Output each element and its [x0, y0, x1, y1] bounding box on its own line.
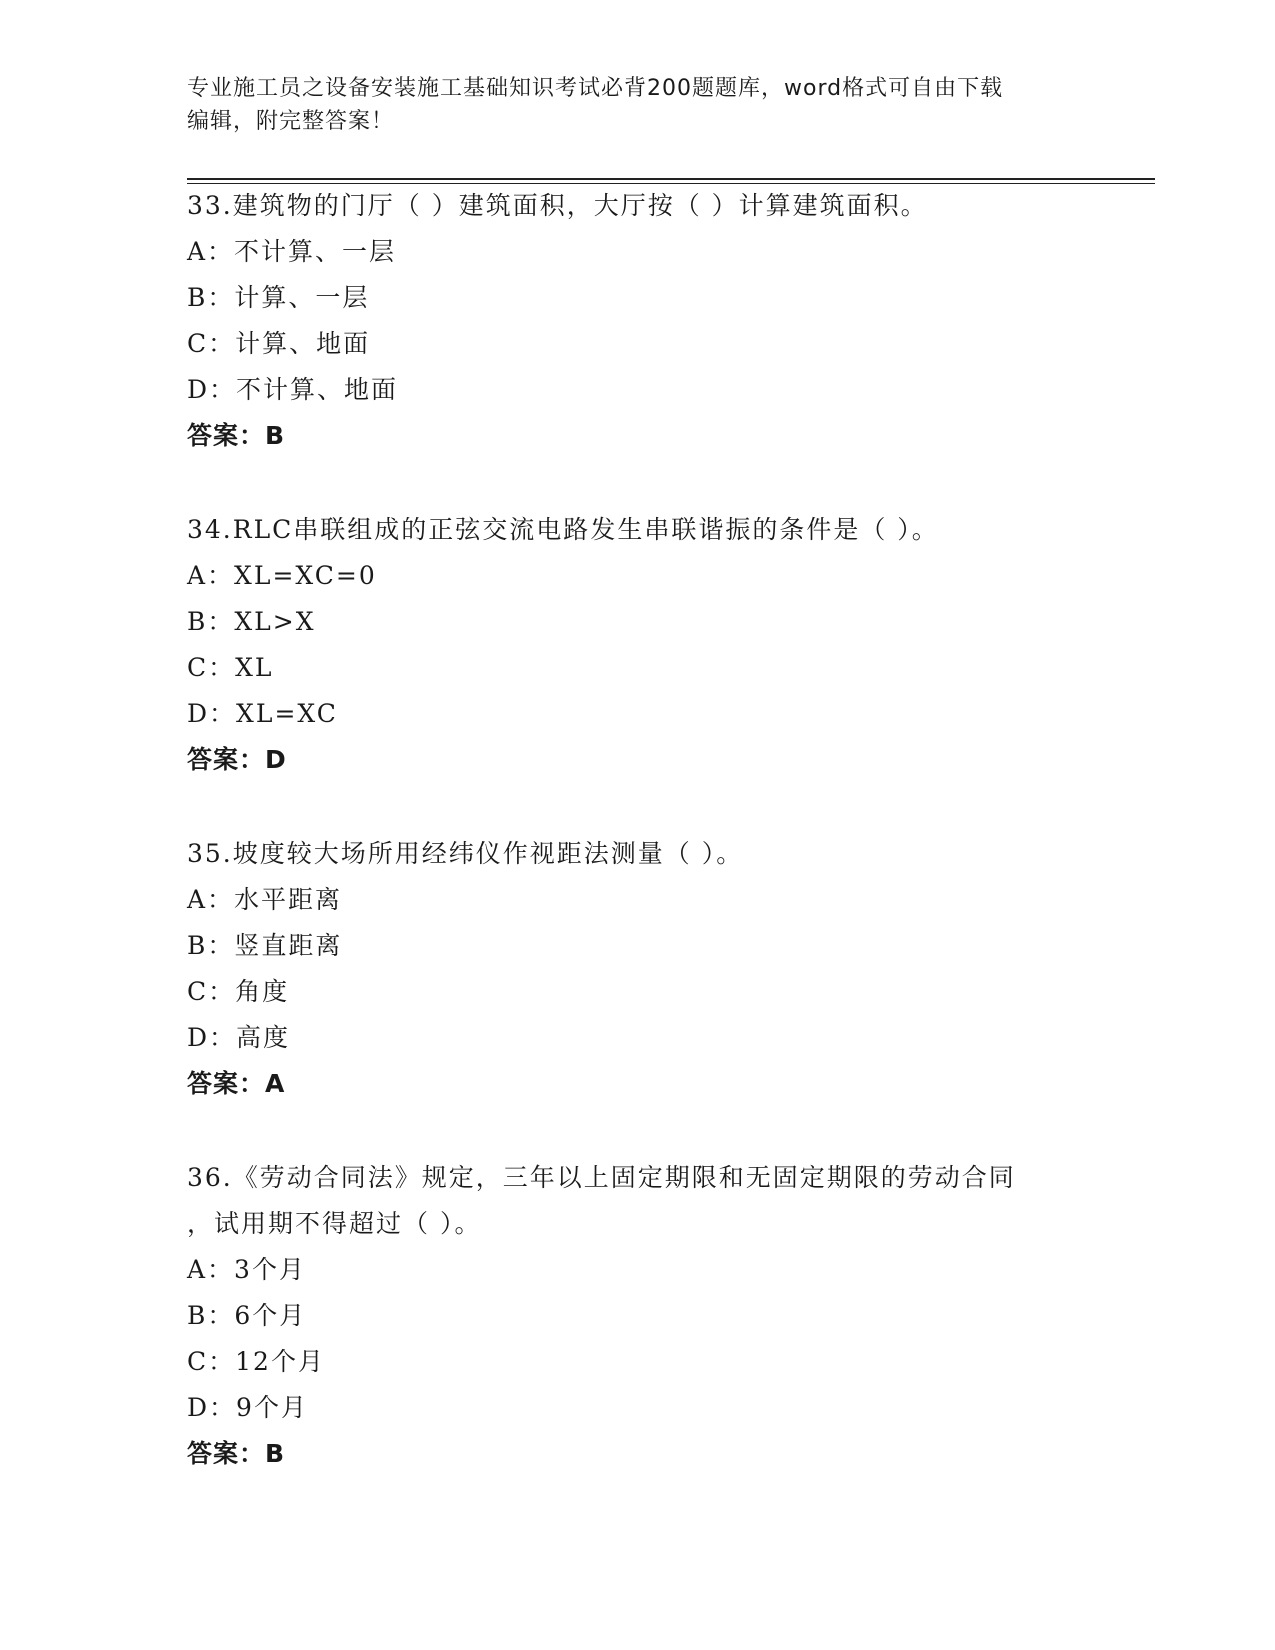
- question-35: [187, 831, 1087, 1107]
- option-d: D：9个月: [187, 1393, 308, 1422]
- question-36: [187, 1155, 1087, 1477]
- header-divider-thick: [187, 178, 1155, 180]
- answer-label: 答案：B: [187, 1439, 286, 1468]
- option-c: C：12个月: [187, 1347, 325, 1376]
- option-d: D：高度: [187, 1023, 291, 1052]
- answer-label: 答案：B: [187, 421, 286, 450]
- answer-label: 答案：A: [187, 1069, 286, 1098]
- question-title: 34.RLC串联组成的正弦交流电路发生串联谐振的条件是（ ）。: [187, 515, 939, 544]
- header-line-2: 编辑，附完整答案！: [187, 109, 395, 134]
- option-b: B：竖直距离: [187, 931, 343, 960]
- option-a: A：水平距离: [187, 885, 343, 914]
- option-a: A：不计算、一层: [187, 237, 397, 266]
- question-34: [187, 507, 1087, 783]
- question-title: 33.建筑物的门厅（ ）建筑面积，大厅按（ ）计算建筑面积。: [187, 191, 928, 220]
- answer-label: 答案：D: [187, 745, 287, 774]
- document-header: [187, 72, 1087, 138]
- question-33: [187, 183, 1087, 459]
- header-line-1: 专业施工员之设备安装施工基础知识考试必背200题题库，word格式可自由下载: [187, 76, 1004, 101]
- question-title-line-1: 36.《劳动合同法》规定，三年以上固定期限和无固定期限的劳动合同: [187, 1163, 1016, 1192]
- option-c: C：XL: [187, 653, 274, 682]
- option-d: D：XL=XC: [187, 699, 338, 728]
- option-b: B：XL>X: [187, 607, 316, 636]
- option-a: A：3个月: [187, 1255, 306, 1284]
- option-d: D：不计算、地面: [187, 375, 399, 404]
- option-c: C：角度: [187, 977, 290, 1006]
- option-b: B：6个月: [187, 1301, 307, 1330]
- question-title: 35.坡度较大场所用经纬仪作视距法测量（ ）。: [187, 839, 744, 868]
- question-title-line-2: ，试用期不得超过（ ）。: [187, 1209, 482, 1238]
- option-a: A：XL=XC=0: [187, 561, 377, 590]
- option-b: B：计算、一层: [187, 283, 370, 312]
- option-c: C：计算、地面: [187, 329, 371, 358]
